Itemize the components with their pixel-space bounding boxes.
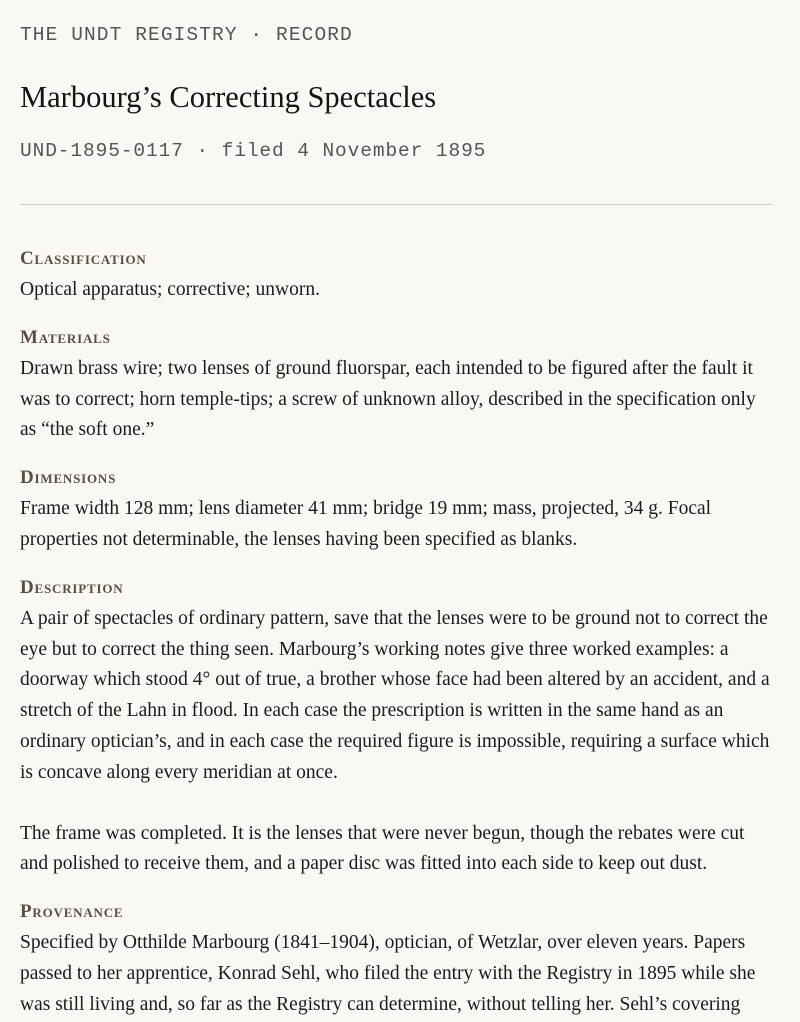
field-classification bbox=[20, 247, 773, 306]
record-header bbox=[20, 0, 773, 164]
field-dimensions bbox=[20, 466, 773, 556]
provenance-label: Provenance bbox=[20, 901, 124, 923]
field-provenance bbox=[20, 900, 773, 1020]
header-divider bbox=[20, 204, 773, 205]
field-materials bbox=[20, 326, 773, 446]
description-label: Description bbox=[20, 576, 124, 598]
dimensions-text: Frame width 128 mm; lens diameter 41 mm; bridge 19 mm; mass, projected, 34 g. Focal properties not determinable, the lenses having been specified as blanks. bbox=[20, 498, 712, 550]
description-paragraph: A pair of spectacles of ordinary pattern, save that the lenses were to be ground not to correct the eye but to correct the thing seen. Marbourg’s working notes give three worked examples: a doorway which stood 4° out of true, a brother whose face had been altered by an accident, and a stretch of the Lahn in flood. In each case the prescription is written in the same hand as an ordinary optician’s, and in each case the required figure is impossible, requiring a surface which is concave along every meridian at once. bbox=[20, 607, 770, 783]
registry-kicker: THE UNDT REGISTRY · RECORD bbox=[20, 24, 353, 46]
record-title: Marbourg’s Correcting Spectacles bbox=[20, 80, 437, 114]
record-fields bbox=[20, 247, 773, 1021]
classification-text: Optical apparatus; corrective; unworn. bbox=[20, 279, 320, 300]
materials-text: Drawn brass wire; two lenses of ground fluorspar, each intended to be figured after the fault it was to correct; horn temple-tips; a screw of unknown alloy, described in the specification only as “the soft one.” bbox=[20, 357, 756, 441]
classification-label: Classification bbox=[20, 248, 147, 269]
materials-label: Materials bbox=[20, 326, 111, 348]
provenance-text: Specified by Otthilde Marbourg (1841–1904), optician, of Wetzlar, over eleven years. Papers passed to her apprentice, Konrad Sehl, who filed the entry with the Registry in 1895 while she was still living and, so far as the Registry can determine, without telling her. Sehl’s covering bbox=[20, 932, 756, 1015]
field-description bbox=[20, 576, 773, 880]
record-reference: UND-1895-0117 · filed 4 November 1895 bbox=[20, 140, 487, 162]
dimensions-label: Dimensions bbox=[20, 467, 117, 489]
description-paragraph: The frame was completed. It is the lenses that were never begun, though the rebates were cut and polished to receive them, and a paper disc was fitted into each side to keep out dust. bbox=[20, 822, 745, 875]
